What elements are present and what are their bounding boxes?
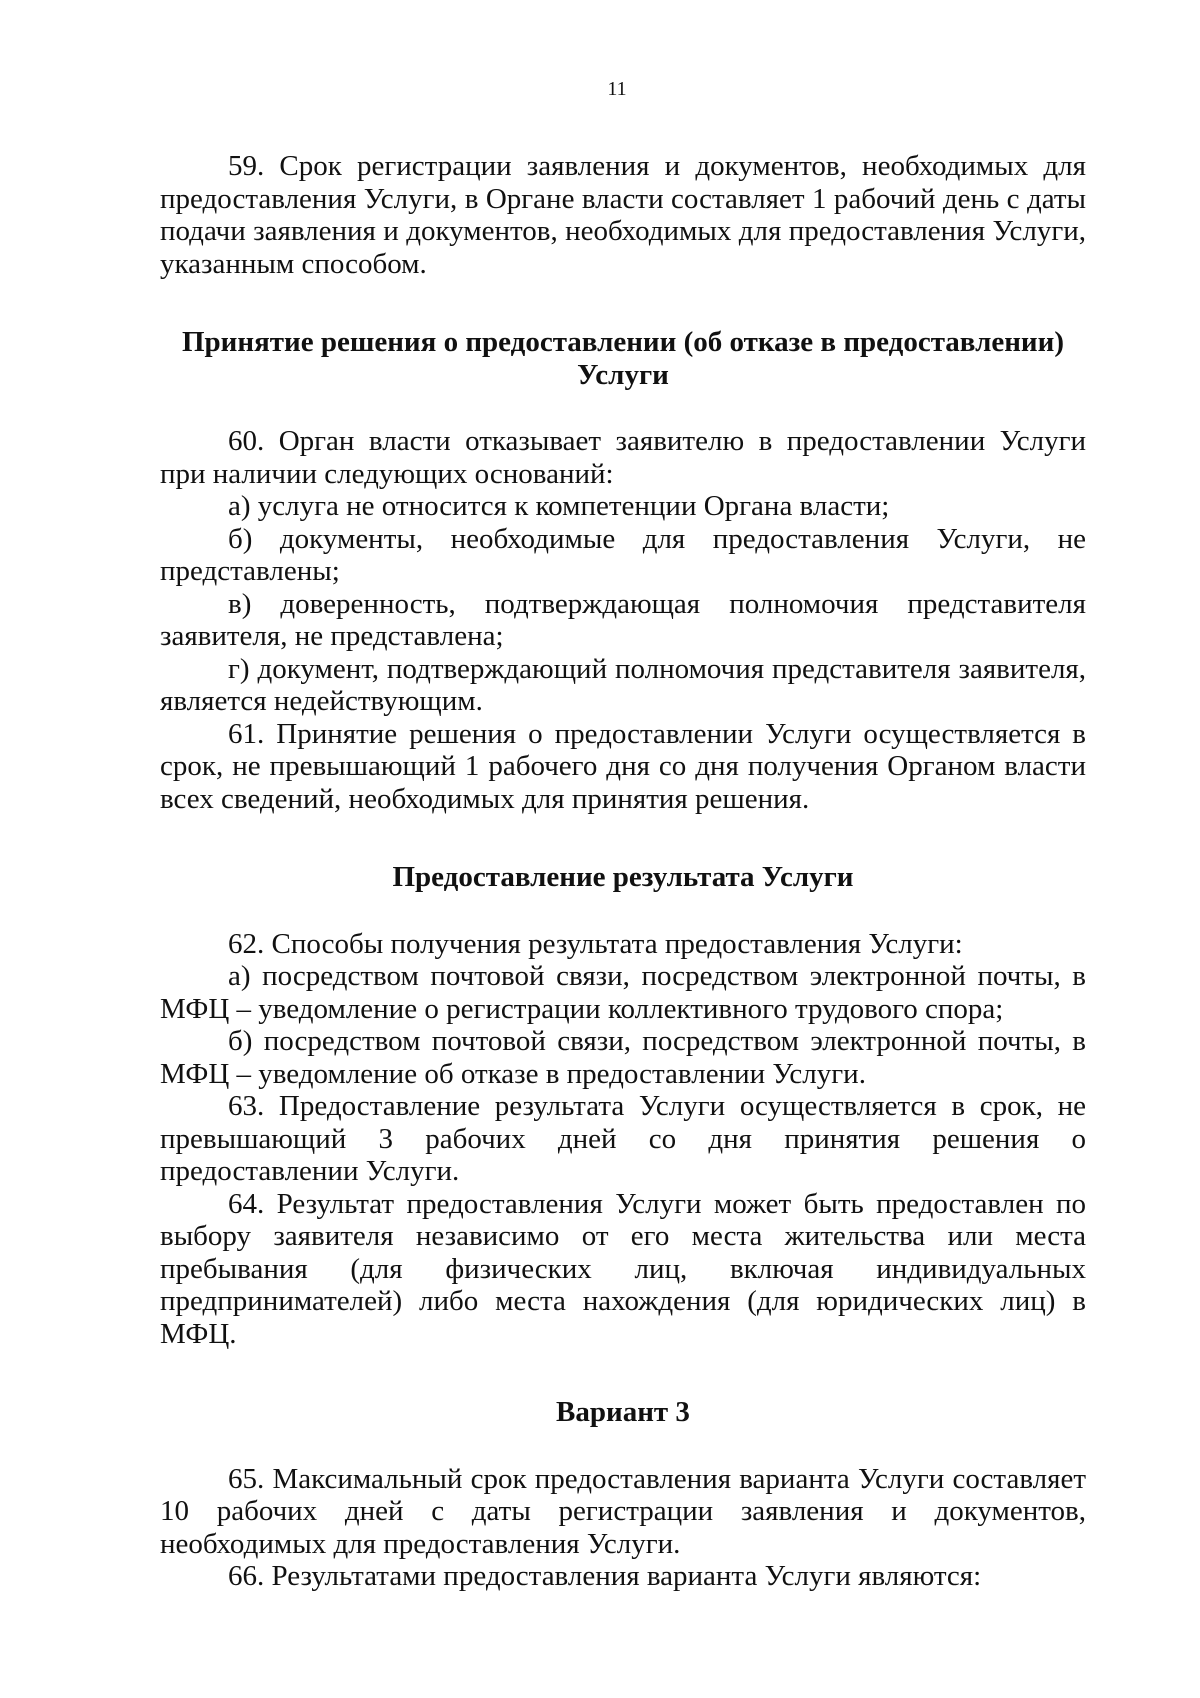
paragraph-62-a: а) посредством почтовой связи, посредством электронной почты, в МФЦ – уведомление о регистрации коллективного трудового спора;: [160, 960, 1086, 1025]
paragraph-64: 64. Результат предоставления Услуги может быть предоставлен по выбору заявителя независимо от его места жительства или места пребывания (для физических лиц, включая индивидуальных предпринимателей) либо места нахождения (для юридических лиц) в МФЦ.: [160, 1187, 1086, 1350]
page-number: 11: [607, 78, 627, 100]
paragraph-66: 66. Результатами предоставления варианта Услуги являются:: [228, 1560, 982, 1592]
paragraph-62-b: б) посредством почтовой связи, посредством электронной почты, в МФЦ – уведомление об отказе в предоставлении Услуги.: [160, 1025, 1086, 1090]
paragraph-63: 63. Предоставление результата Услуги осуществляется в срок, не превышающий 3 рабочих дней со дня принятия решения о предоставлении Услуги.: [160, 1090, 1086, 1187]
section-heading-variant-3: Вариант 3: [556, 1396, 690, 1428]
section-heading-result: Предоставление результата Услуги: [392, 861, 854, 893]
paragraph-60: 60. Орган власти отказывает заявителю в предоставлении Услуги при наличии следующих оснований:: [160, 425, 1086, 490]
paragraph-61: 61. Принятие решения о предоставлении Услуги осуществляется в срок, не превышающий 1 рабочего дня со дня получения Органом власти всех сведений, необходимых для принятия решения.: [160, 717, 1086, 815]
document-body: [160, 150, 1086, 1593]
paragraph-65: 65. Максимальный срок предоставления варианта Услуги составляет 10 рабочих дней с даты регистрации заявления и документов, необходимых для предоставления Услуги.: [160, 1462, 1086, 1560]
paragraph-62: 62. Способы получения результата предоставления Услуги:: [228, 927, 963, 960]
paragraph-60-b: б) документы, необходимые для предоставления Услуги, не представлены;: [160, 522, 1086, 587]
paragraph-60-g: г) документ, подтверждающий полномочия представителя заявителя, является недействующим.: [160, 652, 1086, 717]
paragraph-59: 59. Срок регистрации заявления и документов, необходимых для предоставления Услуги, в Органе власти составляет 1 рабочий день с даты подачи заявления и документов, необходимых для предоставления Услуги, указанным способом.: [160, 150, 1086, 280]
paragraph-60-v: в) доверенность, подтверждающая полномочия представителя заявителя, не представлена;: [160, 587, 1086, 652]
paragraph-60-a: а) услуга не относится к компетенции Органа власти;: [228, 490, 890, 522]
section-heading-decision: Принятие решения о предоставлении (об отказе в предоставлении) Услуги: [182, 326, 1064, 391]
